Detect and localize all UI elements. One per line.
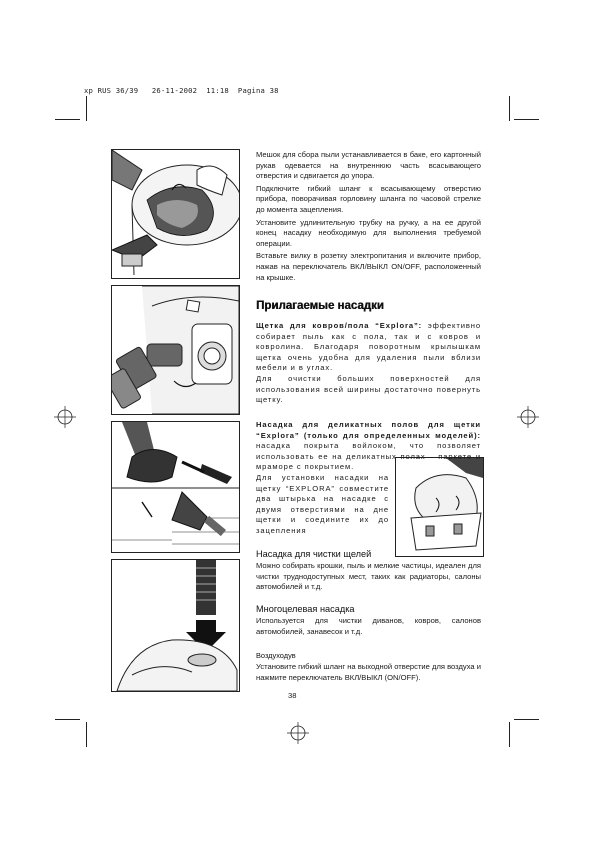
- illustration-dust-bag: [111, 149, 240, 279]
- paragraph-hose: Подключите гибкий шланг к всасывающему отверстию прибора, поворачивая горловину шланга по часовой стрелке до момента зацепления.: [256, 183, 481, 214]
- blower-block: [256, 651, 481, 683]
- delicate-description: насадка покрыта войлоком, что позволяет использовать ее на деликатных полах – паркете и мраморе с покрытием.: [256, 441, 481, 472]
- print-header: xp RUS 36/39 26-11-2002 11:18 Pagina 38: [84, 86, 279, 95]
- blower-heading: Воздуходув: [256, 651, 296, 660]
- paragraph-dust-bag: Мешок для сбора пыли устанавливается в баке, его картонный рукав одевается на внутреннюю часть всасывающего отверстия и сдвигается до упора.: [256, 150, 481, 181]
- paragraph-extension-tube: Установите удлинительную трубку на ручку, а на ее другой конец насадку необходимую для выполнения требуемой операции.: [256, 217, 481, 248]
- registration-mark-icon: [517, 406, 539, 428]
- crevice-description: Можно собирать крошки, пыль и мелкие частицы, идеален для чистки труднодоступных мест, таких как радиаторы, салоны автомобилей и т.д.: [256, 561, 481, 592]
- delicate-heading: Насадка для деликатных полов для щетки “Explora” (только для определенных моделей):: [256, 420, 481, 440]
- blower-description: Установите гибкий шланг на выходной отверстие для воздуха и нажмите переключатель ВКЛ/ВЫКЛ (ON/OFF).: [256, 662, 482, 682]
- illustration-blower: [111, 559, 240, 692]
- registration-mark-icon: [287, 722, 309, 744]
- section-title-wrapper: [256, 300, 481, 312]
- page-number: 38: [288, 691, 297, 700]
- brush-block: [256, 321, 481, 406]
- multi-description: Используется для чистки диванов, ковров, салонов автомобилей, занавесок и т.д.: [256, 616, 481, 636]
- illustration-hose-connection: [111, 285, 240, 415]
- intro-text: [256, 150, 481, 283]
- multi-block: [256, 604, 481, 637]
- brush-heading: Щетка для ковров/пола “Explora”:: [256, 321, 423, 330]
- brush-description-2: Для очистки больших поверхностей для использования всей ширины достаточно повернуть щетку.: [256, 373, 481, 405]
- multi-heading: Многоцелевая насадка: [256, 604, 355, 614]
- brush-description: эффективно собирает пыль как с пола, так и с ковров и ковролина. Благодаря поворотным крылышкам щетка очень удобна для удаления пыли вблизи мебели и в углах.: [256, 321, 481, 373]
- delicate-block-2: [256, 473, 389, 537]
- section-title: Прилагаемые насадки: [256, 300, 384, 312]
- registration-mark-icon: [54, 406, 76, 428]
- crevice-block: [256, 549, 481, 593]
- delicate-description-2: Для установки насадки на щетку “EXPLORA” совместите два штырька на насадке с двумя отверстиями на дне щетки и соедините их до зацепления: [256, 473, 389, 535]
- crevice-heading: Насадка для чистки щелей: [256, 549, 372, 559]
- illustration-brush: [111, 421, 240, 553]
- paragraph-power-on: Вставьте вилку в розетку электропитания и включите прибор, нажав на переключатель ВКЛ/ВЫКЛ ON/OFF, расположенный на крышке.: [256, 251, 481, 282]
- delicate-block: [256, 420, 481, 473]
